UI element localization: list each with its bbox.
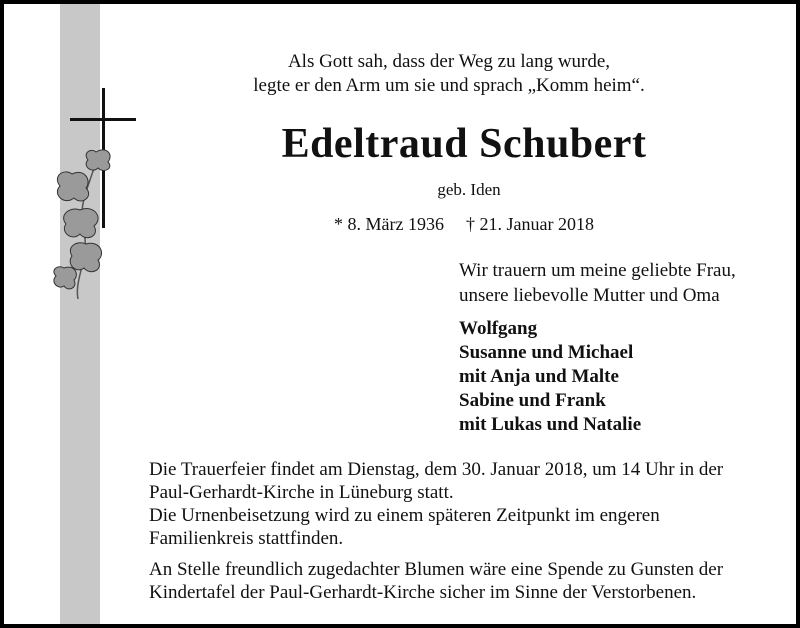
mourning-text [459, 258, 736, 308]
maiden-name: geb. Iden [437, 180, 501, 199]
info-line: Paul-Gerhardt-Kirche in Lüneburg statt. [149, 482, 454, 503]
family-member: Susanne und Michael [459, 342, 634, 363]
motto-line: Als Gott sah, dass der Weg zu lang wurde, [287, 51, 611, 72]
motto [234, 50, 664, 98]
family-member: Sabine und Frank [459, 390, 606, 411]
info-line: Kindertafel der Paul-Gerhardt-Kirche sicher im Sinne der Verstorbenen. [149, 582, 697, 603]
family-member: mit Lukas und Natalie [459, 414, 642, 435]
family-member: mit Anja und Malte [459, 366, 619, 387]
funeral-info [149, 458, 789, 604]
info-line: Die Trauerfeier findet am Dienstag, dem 30. Januar 2018, um 14 Uhr in der [149, 459, 724, 480]
mourning-line: Wir trauern um meine geliebte Frau, [459, 260, 736, 281]
ivy-icon [36, 144, 116, 304]
family-list [459, 317, 641, 437]
family-member: Wolfgang [459, 318, 538, 339]
info-line: An Stelle freundlich zugedachter Blumen wäre eine Spende zu Gunsten der [149, 559, 724, 580]
mourning-line: unsere liebevolle Mutter und Oma [459, 285, 720, 306]
info-line: Familienkreis stattfinden. [149, 528, 344, 549]
death-date: † 21. Januar 2018 [465, 214, 594, 234]
birth-date: * 8. März 1936 [334, 214, 444, 234]
motto-line: legte er den Arm um sie und sprach „Komm heim“. [253, 75, 645, 96]
deceased-name: Edeltraud Schubert [281, 121, 647, 167]
info-line: Die Urnenbeisetzung wird zu einem späteren Zeitpunkt im engeren [149, 505, 660, 526]
life-dates [334, 214, 594, 235]
